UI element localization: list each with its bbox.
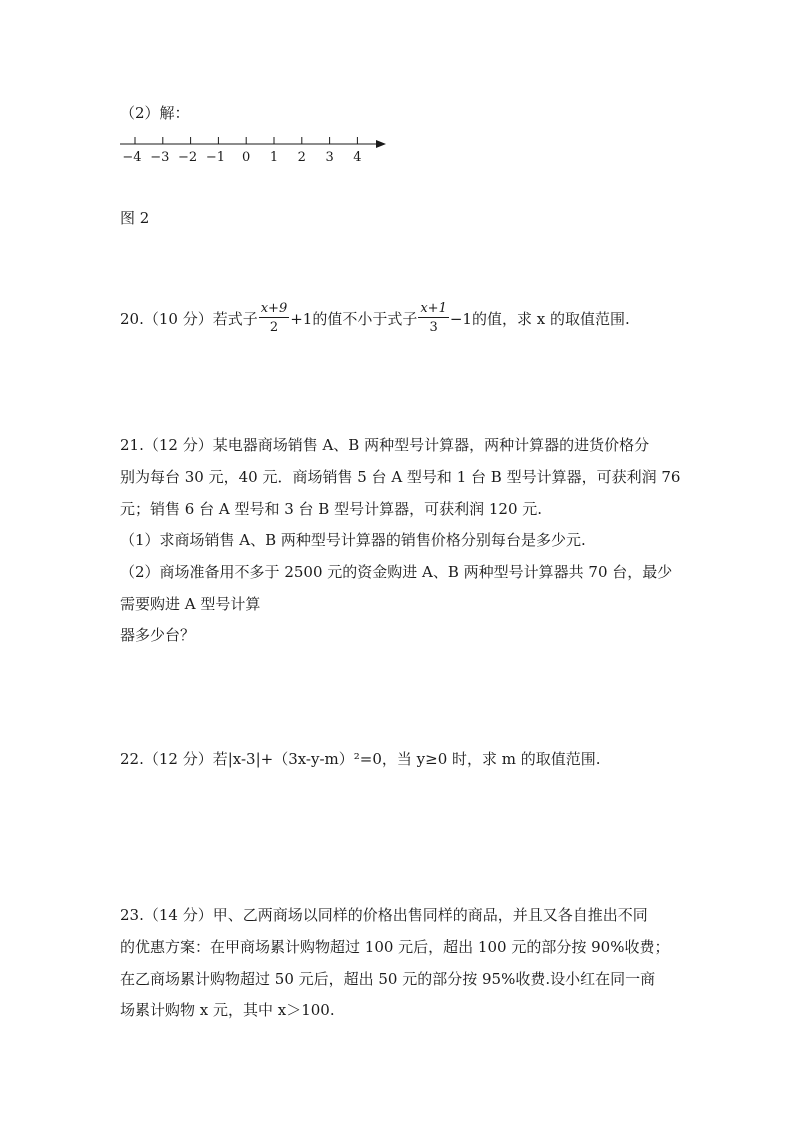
question-20: [120, 296, 630, 340]
q23-line-2: 的优惠方案：在甲商场累计购物超过 100 元后，超出 100 元的部分按 90%收费；: [120, 938, 670, 956]
q20-fraction-1: [259, 301, 290, 335]
q23-line-3: 在乙商场累计购物超过 50 元后，超出 50 元的部分按 95%收费.设小红在同一商: [120, 970, 656, 988]
figure-caption: 图 2: [120, 209, 150, 227]
tick-label: 4: [353, 150, 362, 165]
tick-label: −4: [122, 150, 142, 165]
question-22: 22.（12 分）若|x-3|+（3x-y-m）²=0，当 y≥0 时，求 m 的取值范围.: [120, 750, 601, 768]
number-line-ticks: [135, 137, 357, 144]
q20-frac1-denominator: 2: [269, 320, 279, 335]
q20-frac2-numerator: x+1: [420, 301, 447, 316]
tick-label: −1: [205, 150, 225, 165]
tick-label: 1: [269, 150, 279, 165]
q20-frac1-numerator: x+9: [260, 301, 288, 316]
q21-line-1: 21.（12 分）某电器商场销售 A、B 两种型号计算器，两种计算器的进货价格分: [120, 436, 650, 454]
tick-label: 3: [325, 150, 334, 165]
q20-frac2-denominator: 3: [429, 320, 438, 335]
q23-line-4: 场累计购物 x 元，其中 x＞100.: [120, 1001, 335, 1019]
q23-line-1: 23.（14 分）甲、乙两商场以同样的价格出售同样的商品，并且又各自推出不同: [120, 906, 648, 924]
tick-label: 2: [297, 150, 306, 165]
q20-suffix: −1的值，求 x 的取值范围.: [449, 309, 630, 328]
q21-line-3: 元；销售 6 台 A 型号和 3 台 B 型号计算器，可获利润 120 元.: [120, 500, 543, 518]
q21-line-4: （1）求商场销售 A、B 两种型号计算器的销售价格分别每台是多少元.: [120, 531, 586, 549]
q21-line-6: 需要购进 A 型号计算: [120, 595, 261, 613]
q21-line-2: 别为每台 30 元，40 元．商场销售 5 台 A 型号和 1 台 B 型号计算器，可获利润 76: [120, 468, 681, 486]
q20-fraction-2: [418, 301, 449, 335]
tick-label: −3: [150, 150, 170, 165]
q20-prefix: 20.（10 分）若式子: [120, 309, 258, 328]
number-line-arrow: [376, 140, 386, 148]
q20-middle: +1的值不小于式子: [290, 309, 418, 328]
part-2-label: （2）解：: [120, 104, 190, 122]
tick-label: −2: [178, 150, 198, 165]
q21-line-5: （2）商场准备用不多于 2500 元的资金购进 A、B 两种型号计算器共 70 台，最少: [120, 563, 673, 581]
q21-line-7: 器多少台？: [120, 626, 196, 644]
tick-label: 0: [242, 150, 251, 165]
